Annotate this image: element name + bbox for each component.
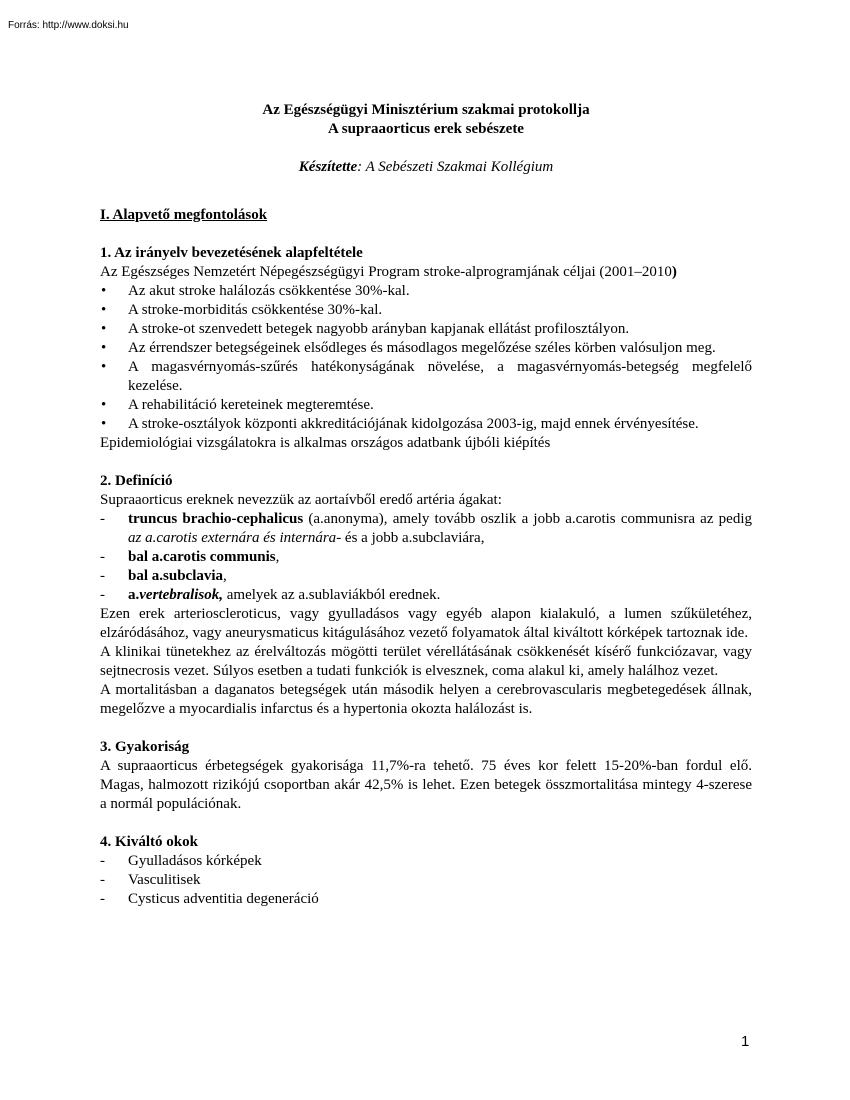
vessel-desc-end: , xyxy=(275,549,280,565)
vessel-term: bal a.carotis communis xyxy=(128,549,276,565)
intro-close: ) xyxy=(671,264,677,280)
author-label: Készítette xyxy=(298,159,358,175)
subsection-1-outro: Epidemiológiai vizsgálatokra is alkalmas országos adatbank újbóli kiépítés xyxy=(100,435,551,451)
list-item xyxy=(100,567,752,586)
subsection-heading-4: 4. Kiváltó okok xyxy=(100,834,198,850)
vessel-term: truncus brachio-cephalicus xyxy=(128,511,304,527)
list-item: - Vasculitisek xyxy=(100,871,752,890)
intro-text: Az Egészséges Nemzetért Népegészségügyi Program stroke-alprogramjának céljai (2001–2010 xyxy=(100,264,672,280)
list-item: • A stroke-morbiditás csökkentése 30%-kal. xyxy=(100,301,752,320)
author-sep: : xyxy=(357,159,366,175)
list-item: • A rehabilitáció kereteinek megteremtése. xyxy=(100,396,752,415)
list-item: • A stroke-osztályok központi akkreditációjának kidolgozása 2003-ig, majd ennek érvényesítése. xyxy=(100,415,752,434)
definition-paragraph-3: A mortalitásban a daganatos betegségek után második helyen a cerebrovascularis megbetegedések állnak, megelőzve a myocardialis infarctus és a hypertonia okozta halálozást is. xyxy=(100,682,752,717)
list-item: • Az érrendszer betegségeinek elsődleges és másodlagos megelőzése széles körben valósuljon meg. xyxy=(100,339,752,358)
document-body xyxy=(100,101,752,909)
vessel-italic: az a.carotis externára és internára xyxy=(128,530,337,546)
subsection-2-intro: Supraaorticus ereknek nevezzük az aortaívből eredő artéria ágakat: xyxy=(100,492,502,508)
list-item xyxy=(100,510,752,548)
source-line: Forrás: http://www.doksi.hu xyxy=(8,20,129,31)
section-heading-1: I. Alapvető megfontolások xyxy=(100,207,268,223)
vessel-desc-end: amelyek az a.sublaviákból erednek. xyxy=(223,587,441,603)
subsection-1-intro xyxy=(100,263,752,282)
document-title: Az Egészségügyi Minisztérium szakmai protokollja xyxy=(262,102,590,118)
subsection-heading-2: 2. Definíció xyxy=(100,473,173,489)
goals-list xyxy=(100,282,752,434)
list-item: - Cysticus adventitia degeneráció xyxy=(100,890,752,909)
vessel-term: bal a.subclavia xyxy=(128,568,224,584)
list-item xyxy=(100,548,752,567)
vessel-desc-end: - és a jobb a.subclaviára, xyxy=(336,530,485,546)
document-subtitle: A supraaorticus erek sebészete xyxy=(328,121,524,137)
subsection-heading-1: 1. Az irányelv bevezetésének alapfeltétele xyxy=(100,245,363,261)
author-line xyxy=(100,158,752,177)
vessel-desc-end: , xyxy=(223,568,227,584)
vessel-term-italic: vertebralisok, xyxy=(139,587,223,603)
causes-list xyxy=(100,852,752,909)
vessel-term: a. xyxy=(128,587,140,603)
list-item: • A magasvérnyomás-szűrés hatékonyságának növelése, a magasvérnyomás-betegség megfelelő kezelése. xyxy=(100,358,752,396)
vessel-list xyxy=(100,510,752,605)
definition-paragraph-2: A klinikai tünetekhez az érelváltozás mögötti terület vérellátásának csökkenését kísérő funkciózavar, vagy sejtnecrosis vezet. Súlyos esetben a tudati funkciók is elvesznek, coma alakul ki, amely halálhoz vezet. xyxy=(100,644,752,679)
definition-paragraph-1: Ezen erek arterioscleroticus, vagy gyulladásos vagy egyéb alapon kialakuló, a lumen szűkületéhez, elzáródásához, vagy aneurysmaticus kitágulásához vezető folyamatok által kiváltott kórképek tartoznak ide. xyxy=(100,606,752,641)
author-value: A Sebészeti Szakmai Kollégium xyxy=(365,159,554,175)
vessel-desc: (a.anonyma), amely tovább oszlik a jobb a.carotis communisra az pedig xyxy=(303,511,752,527)
list-item xyxy=(100,586,752,605)
subsection-heading-3: 3. Gyakoriság xyxy=(100,739,190,755)
frequency-paragraph: A supraaorticus érbetegségek gyakorisága 11,7%-ra tehető. 75 éves kor felett 15-20%-ban fordul elő. Magas, halmozott rizikójú csoportban akár 42,5% is lehet. Ezen betegek összmortalitása mintegy 4-szerese a normál populációnak. xyxy=(100,758,752,812)
list-item: - Gyulladásos kórképek xyxy=(100,852,752,871)
list-item: • Az akut stroke halálozás csökkentése 30%-kal. xyxy=(100,282,752,301)
list-item: • A stroke-ot szenvedett betegek nagyobb arányban kapjanak ellátást profilosztályon. xyxy=(100,320,752,339)
page-number: 1 xyxy=(741,1033,750,1050)
